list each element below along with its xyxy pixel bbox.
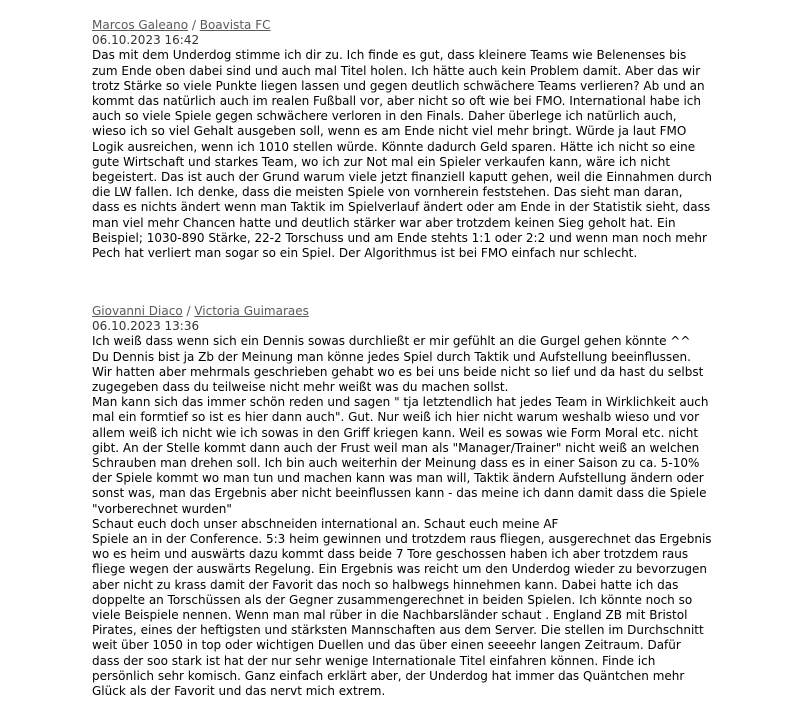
forum-post — [92, 18, 712, 261]
author-link[interactable]: Giovanni Diaco — [92, 304, 183, 318]
post-body — [92, 48, 712, 261]
post-paragraph: Ich weiß dass wenn sich ein Dennis sowas durchließt er mir gefühlt an die Gurgel gehen könnte ^^ Du Dennis bist ja Zb der Meinung man könne jedes Spiel durch Taktik und Aufstellung beeinflussen. Wir hatten aber mehrmals geschrieben gehabt wo es bei uns beide nicht so lief und da hast du selbst zugegeben dass du teilweise nicht mehr weißt was du machen sollst. Man kann sich das immer schön reden und sagen " tja letztendlich hat jedes Team in Wirklichkeit auch mal ein formtief so ist es hier dann auch". Gut. Nur weiß ich hier nicht warum weshalb wieso und vor allem weiß ich nicht wie ich sowas in den Griff kriegen kann. Weil es sowas wie Form Moral etc. nicht gibt. An der Stelle kommt dann auch der Frust weil man als "Manager/Trainer" nicht weiß an welchen Schrauben man drehen soll. Ich bin auch weiterhin der Meinung dass es in einer Saison zu ca. 5-10% der Spiele kommt wo man tun und machen kann was man will, Taktik ändern Aufstellung ändern oder sonst was, man das Ergebnis aber nicht beeinflussen kann - das meine ich dann damit dass die Spiele "vorberechnet wurden" Schaut euch doch unser abschneiden international an. Schaut euch meine AF Spiele an in der Conference. 5:3 heim gewinnen und trotzdem raus fliegen, ausgerechnet das Ergebnis wo es heim und auswärts dazu kommt dass beide 7 Tore geschossen haben ich aber trotzdem raus fliege wegen der auswärts Regelung. Ein Ergebnis was reicht um den Underdog wieder zu bevorzugen aber nicht zu krass damit der Favorit das noch so halbwegs hinnehmen kann. Dabei hatte ich das doppelte an Torschüssen als der Gegner zusammengerechnet in beiden Spielen. Ich könnte noch so viele Beispiele nennen. Wenn man mal rüber in die Nachbarsländer schaut . England ZB mit Bristol Pirates, eines der heftigsten und stärksten Mannschaften aus dem Server. Die stellen im Durchschnitt weit über 1050 in top oder wichtigen Duellen und das über einen seeeehr langen Zeitraum. Dafür dass der soo stark ist hat der nur sehr wenige Internationale Titel einfahren können. Finde ich persönlich sehr komisch. Ganz einfach erklärt aber, der Underdog hat immer das Quäntchen mehr Glück als der Favorit und das nervt mich extrem. — [92, 334, 712, 699]
forum-post — [92, 304, 712, 699]
post-author-line — [92, 304, 712, 319]
author-club-separator: / — [188, 18, 200, 32]
club-link[interactable]: Victoria Guimaraes — [194, 304, 309, 318]
post-author-line — [92, 18, 712, 33]
post-body — [92, 334, 712, 699]
post-date: 06.10.2023 13:36 — [92, 319, 200, 334]
author-club-separator: / — [182, 304, 195, 318]
author-link[interactable]: Marcos Galeano — [92, 18, 189, 32]
post-date: 06.10.2023 16:42 — [92, 33, 200, 48]
club-link[interactable]: Boavista FC — [199, 18, 271, 32]
post-paragraph: Das mit dem Underdog stimme ich dir zu. Ich finde es gut, dass kleinere Teams wie Belenenses bis zum Ende oben dabei sind und auch mal Titel holen. Ich hätte auch kein Problem damit. Aber das wir trotz Stärke so viele Punkte liegen lassen und gegen deutlich schwächere Teams verlieren? Ab und an kommt das natürlich auch im realen Fußball vor, aber nicht so oft wie bei FMO. International habe ich auch so viele Spiele gegen schwächere verloren in den Finals. Daher überlege ich natürlich auch, wieso ich so viel Gehalt ausgeben soll, wenn es am Ende nicht viel mehr bringt. Würde ja laut FMO Logik ausreichen, wenn ich 1010 stellen würde. Könnte dadurch Geld sparen. Hätte ich nicht so eine gute Wirtschaft und starkes Team, wo ich zur Not mal ein Spieler verkaufen kann, wäre ich nicht begeistert. Das ist auch der Grund warum viele jetzt finanziell kaputt gehen, weil die Einnahmen durch die LW fallen. Ich denke, dass die meisten Spiele von vornherein feststehen. Das sieht man daran, dass es nichts ändert wenn man Taktik im Spielverlauf ändert oder am Ende in der Statistik sieht, dass man viel mehr Chancen hatte und deutlich stärker war aber trotzdem keinen Sieg geholt hat. Ein Beispiel; 1030-890 Stärke, 22-2 Torschuss und am Ende stehts 1:1 oder 2:2 und wenn man noch mehr Pech hat verliert man sogar so ein Spiel. Der Algorithmus ist bei FMO einfach nur schlecht. — [92, 48, 712, 261]
